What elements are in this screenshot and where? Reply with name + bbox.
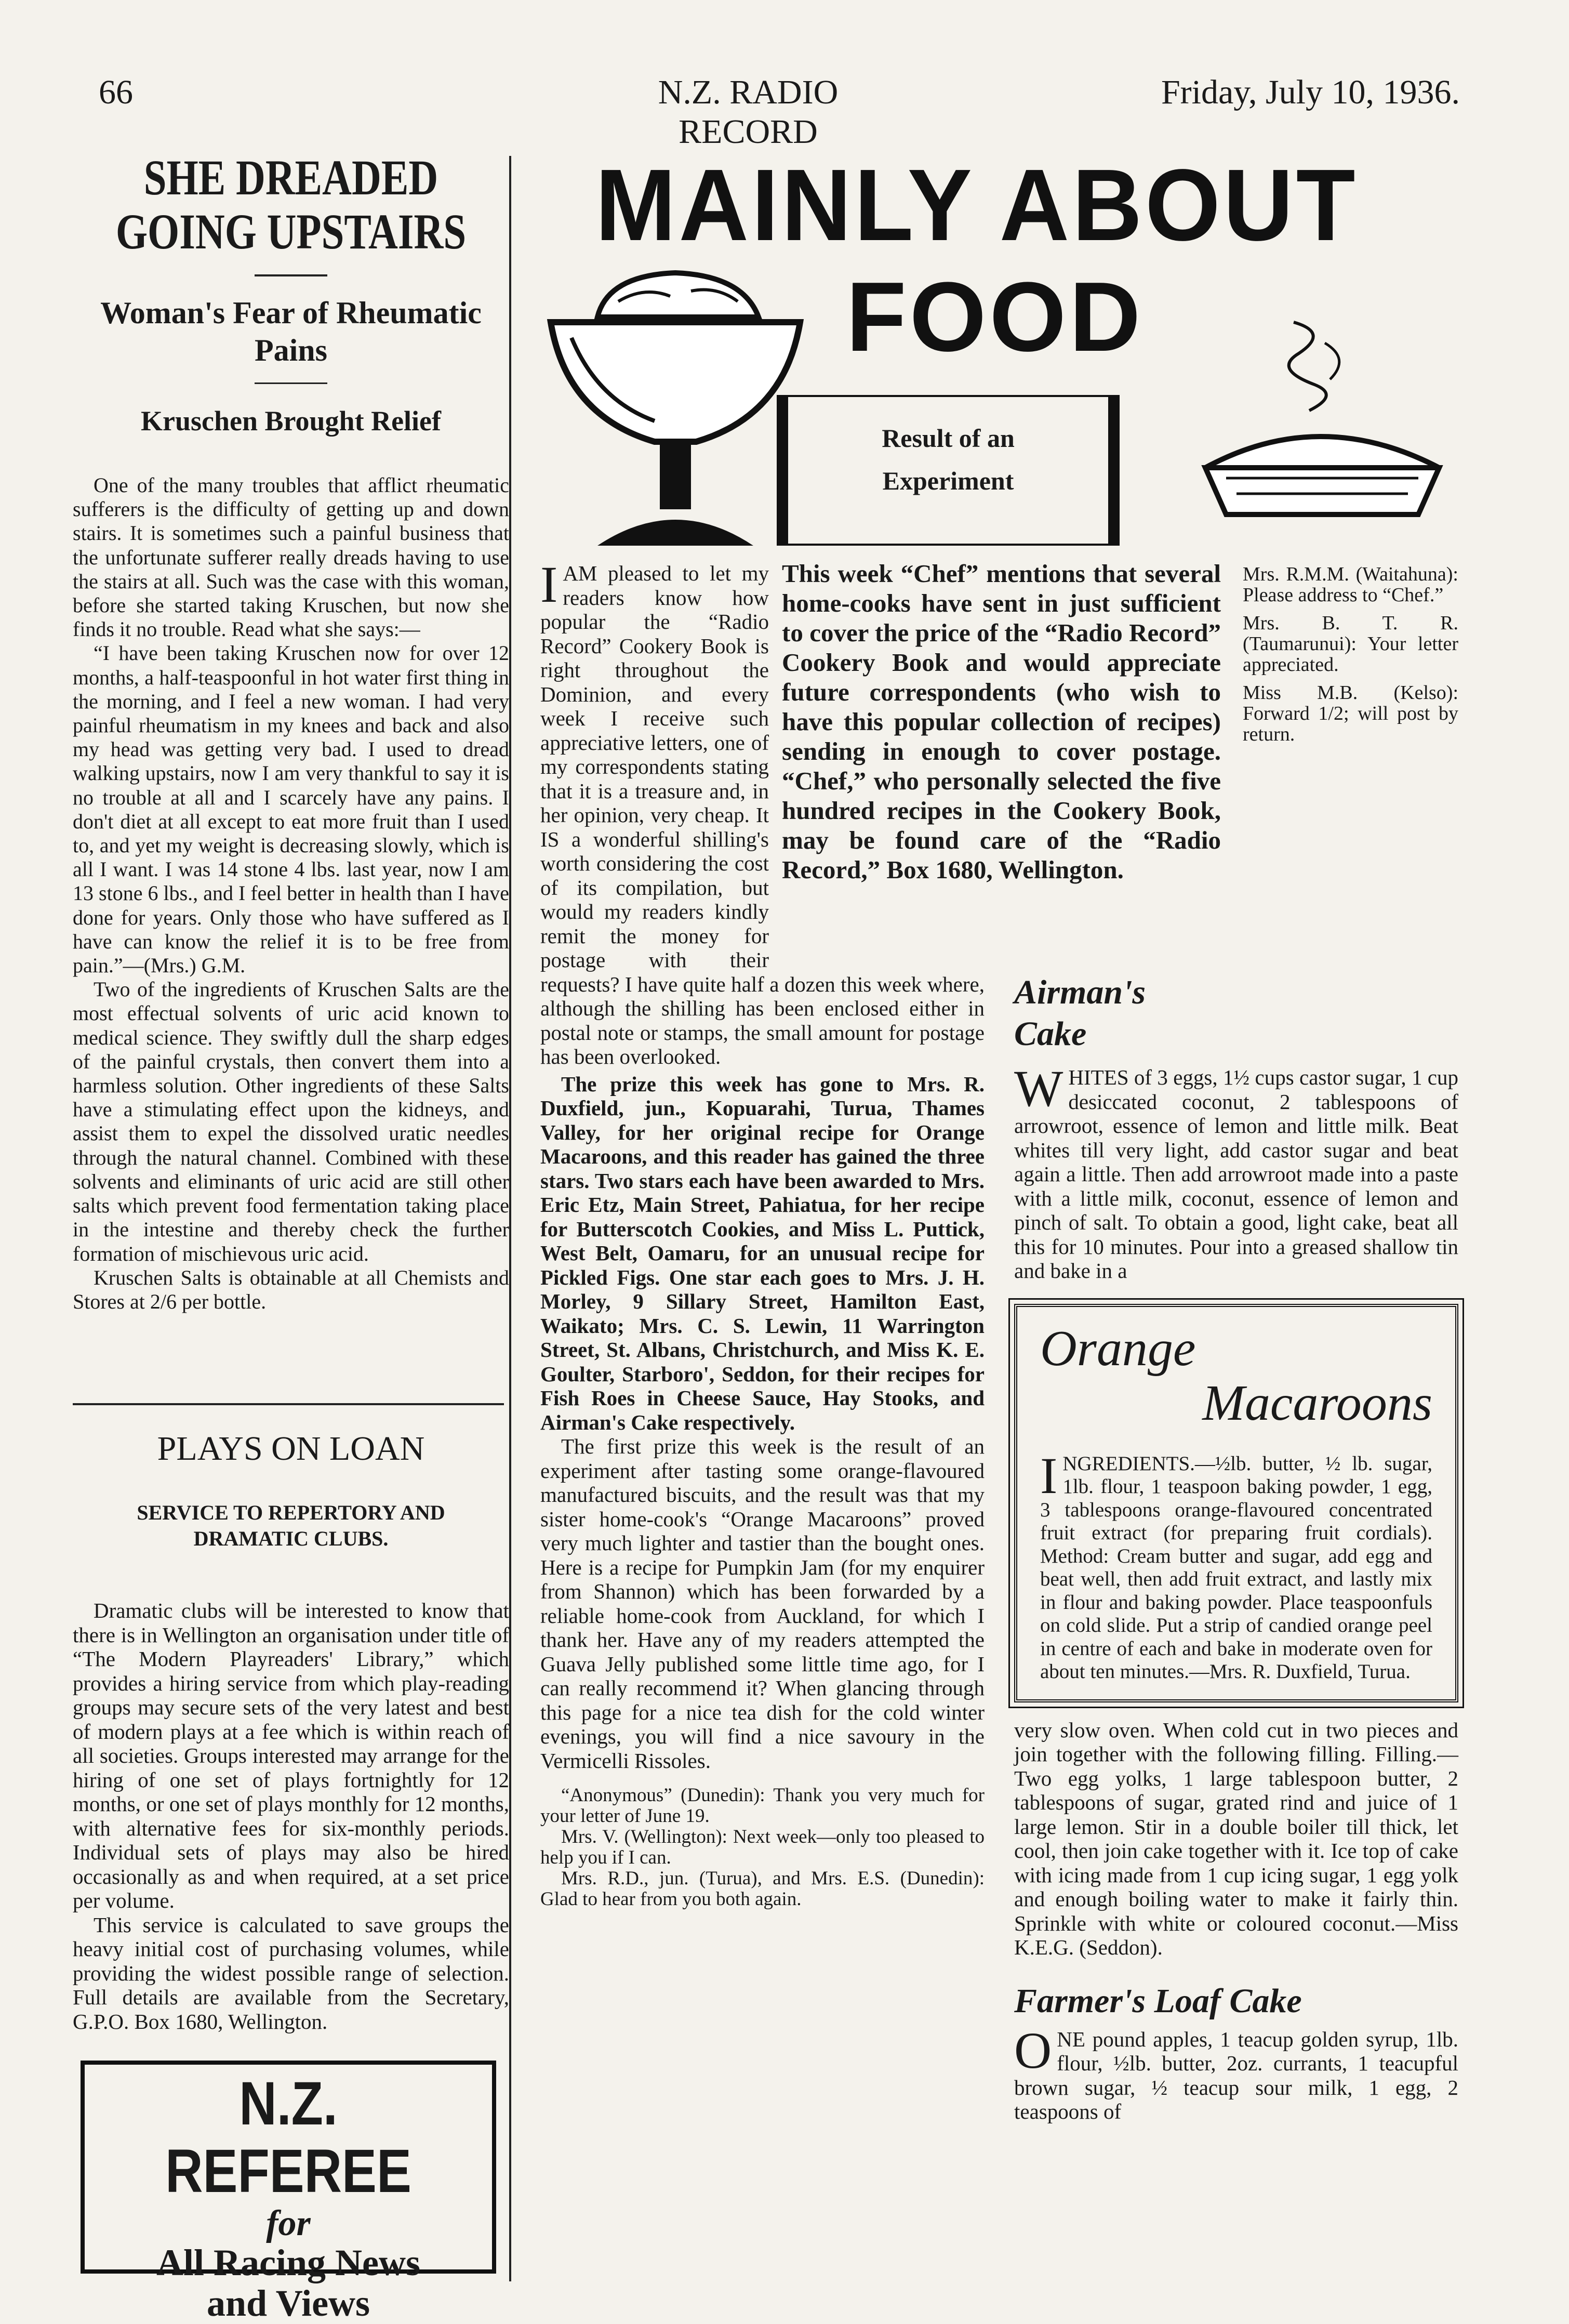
recipe-title: Macaroons [1202, 1375, 1432, 1431]
article-subhead: Woman's Fear of Rheumatic Pains [100, 296, 482, 367]
drop-cap: O [1014, 2021, 1052, 2079]
recipe-text: HITES of 3 eggs, 1½ cups castor sugar, 1 cup desiccated coconut, 2 tablespoons of arrowroot, essence of lemon and little milk. Beat whites till very light, add castor sugar and beat again a little. Then add arrowroot made into a paste with a little milk, coconut, essence of lemon and pinch of salt. To obtain a good, light cake, beat all this for 10 minutes. Pour into a greased shallow tin and bake in a [1014, 1065, 1458, 1283]
ad-title: N.Z. REFEREE [165, 2069, 411, 2206]
plays-article [73, 1429, 509, 2034]
reader-answer: Mrs. R.D., jun. (Turua), and Mrs. E.S. (Dunedin): Glad to hear from you both again. [540, 1868, 985, 1910]
referee-advertisement [81, 2061, 496, 2324]
drop-cap: I [1040, 1446, 1058, 1504]
recipe-text: NE pound apples, 1 teacup golden syrup, 1lb. flour, ½lb. butter, 2oz. currants, 1 teacupful brown sugar, ½ teacup sour milk, 1 egg, 2 teaspoons of [1014, 2027, 1458, 2123]
recipe-text: NGREDIENTS.—½lb. butter, ½ lb. sugar, 1lb. flour, 1 teaspoon baking powder, 1 egg, 3 tablespoons orange-flavoured concentrated fruit extract (for preparing fruit cordials). Method: Cream butter and sugar, add egg and beat well, then add fruit extract, and lastly mix in flour and baking powder. Place teaspoonfuls on cold slide. Put a strip of candied orange peel in centre of each and bake in moderate oven for about ten minutes.—Mrs. R. Duxfield, Turua. [1040, 1452, 1432, 1683]
paragraph: One of the many troubles that afflict rheumatic sufferers is the difficulty of getting up and down stairs. It is sometimes such a painful business that the unfortunate sufferer really dreads having to use the stairs at all. Such was the case with this woman, before she started taking Kruschen, but now she finds it no trouble. Read what she says:— [73, 473, 509, 641]
paragraph: This service is calculated to save groups the heavy initial cost of purchasing volumes, while providing the widest possible range of selection. Full details are available from the Secretary, G.P.O. Box 1680, Wellington. [73, 1912, 509, 2034]
paragraph: AM pleased to let my readers know how popular the “Radio Record” Cookery Book is right throughout the Dominion, and every week I receive such appreciative letters, one of my correspondents stating that it is a treasure and, in her opinion, very cheap. It IS a wonderful shilling's worth considering the cost of its compilation, but would my readers kindly remit the money for postage with their requests? I have quite half a dozen this week where, although the shilling has been enclosed either in postal note or stamps, the small amount for postage has been overlooked. [540, 561, 985, 1068]
paragraph: Dramatic clubs will be interested to know that there is in Wellington an organisation under title of “The Modern Playreaders' Library,” which provides a hiring service from which play-reading groups may secure sets of the very latest and best of modern plays at a fee which is within reach of all societies. Groups interested may arrange for the hiring of one set of plays fortnightly for 12 months, or one set of plays monthly for 12 months, with alternative fees for six-monthly periods. Individual sets of plays may also be hired occasionally as and when required, at a set price per volume. [73, 1599, 509, 1912]
reader-note: Miss M.B. (Kelso): Forward 1/2; will post by return. [1243, 682, 1458, 745]
publication-title: N.Z. RADIO RECORD [658, 73, 839, 151]
reader-note: Mrs. R.M.M. (Waitahuna): Please address to “Chef.” [1243, 563, 1458, 606]
divider [73, 1403, 504, 1405]
recipe-title: Orange [1040, 1320, 1196, 1377]
result-box [777, 395, 1120, 546]
ad-line: All Racing News [156, 2242, 420, 2283]
reader-answer: Mrs. V. (Wellington): Next week—only too pleased to help you if I can. [540, 1826, 985, 1868]
paragraph: The first prize this week is the result of an experiment after tasting some orange-flavoured manufactured biscuits, and the result was that my sister home-cook's “Orange Macaroons” proved very much lighter and tastier than the bought ones. Here is a recipe for Pumpkin Jam (for my enquirer from Shannon) which has been forwarded by a reliable home-cook from Auckland, for which I thank her. Have any of my readers attempted the Guava Jelly published some little time ago, for I can really recommend it? When glancing through this page for a nice tea dish for the cold winter evenings, you will find a nice savoury in the Vermicelli Rissoles. [540, 1434, 985, 1773]
reader-note: Mrs. B. T. R. (Taumarunui): Your letter appreciated. [1243, 612, 1458, 676]
chef-notice: This week “Chef” mentions that several home-cooks have sent in just sufficient to cover the price of the “Radio Record” Cookery Book and would appreciate future correspondents (who wish to have this popular collection of recipes) sending in enough to cover postage. “Chef,” who personally selected the five hundred recipes in the Cookery Book, may be found care of the “Radio Record,” Box 1680, Wellington. [782, 559, 1221, 884]
article-headline: PLAYS ON LOAN [157, 1430, 425, 1468]
article-kicker: Kruschen Brought Relief [141, 405, 441, 437]
recipe-title: Airman's Cake [1014, 973, 1146, 1053]
recipe-title: Farmer's Loaf Cake [1014, 1982, 1302, 2020]
divider [255, 382, 327, 384]
paragraph: Kruschen Salts is obtainable at all Chemists and Stores at 2/6 per bottle. [73, 1265, 509, 1313]
drop-cap: W [1014, 1060, 1063, 1117]
chef-column [540, 556, 985, 1910]
orange-macaroons-box [1014, 1304, 1458, 1702]
sundae-glass-icon [540, 244, 810, 566]
recipe-text: very slow oven. When cold cut in two pieces and join together with the following filling. Filling.—Two egg yolks, 1 large tablespoon butter, 2 tablespoons of sugar, grated rind and juice of 1 large lemon. Stir in a double boiler till thick, let cool, then join cake together with it. Ice top of cake with icing made from 1 cup icing sugar, 1 egg yolk and enough boiling water to make it fairly thin. Sprinkle with white or coloured coconut.—Miss K.E.G. (Seddon). [1014, 1718, 1458, 1959]
issue-date: Friday, July 10, 1936. [1161, 73, 1460, 111]
paragraph: “I have been taking Kruschen now for over 12 months, a half-teaspoonful in hot water first thing in the morning, and I feel a new woman. I had very painful rheumatism in my knees and back and also my head was getting very bad. I used to dread walking upstairs, now I am very thankful to say it is no trouble at all and I scarcely have any pains. I don't diet at all except to eat more fruit than I used to, and yet my weight is decreasing slowly, which is all I want. I was 14 stone 4 lbs. last year, now I am 13 stone 6 lbs., and I feel better in health than I have done for years. Only those who have suffered as I have can know the relief it is to be free from pain.”—(Mrs.) G.M. [73, 641, 509, 978]
drop-cap: I [540, 556, 558, 613]
section-banner-line2: FOOD [846, 262, 1144, 372]
ad-line: and Views [206, 2282, 370, 2324]
article-subhead: SERVICE TO REPERTORY AND DRAMATIC CLUBS. [137, 1501, 445, 1550]
box-title: Result of an [882, 424, 1015, 453]
page-number: 66 [99, 73, 133, 111]
kruschen-article [73, 151, 509, 1314]
paragraph: Two of the ingredients of Kruschen Salts are the most effectual solvents of uric acid known to medical science. They swiftly dull the sharp edges of the painful crystals, then convert them into a harmless solution. Other ingredients of these Salts have a stimulating effect upon the kidneys, and assist them to expel the dissolved uratic needles through the natural channel. Combined with these solvents and eliminants of uric acid are still other salts which prevent food fermentation taking place in the intestine and thereby check the further formation of mischievous uric acid. [73, 978, 509, 1265]
steaming-pie-icon [1195, 312, 1450, 530]
recipes-column [1014, 564, 1458, 2124]
divider [255, 274, 327, 276]
prize-paragraph: The prize this week has gone to Mrs. R. Duxfield, jun., Kopuarahi, Turua, Thames Valley, for her original recipe for Orange Macaroons, and this reader has gained the three stars. Two stars each have been awarded to Mrs. Eric Etz, Main Street, Pahiatua, for her recipe for Butterscotch Cookies, and Miss L. Puttick, West Belt, Oamaru, for an unusual recipe for Pickled Figs. One star each goes to Mrs. J. H. Morley, 9 Sillary Street, Hamilton East, Waikato; Mrs. C. S. Lewin, 11 Warrington Street, St. Albans, Christchurch, and Miss K. E. Goulter, Starboro', Seddon, for their recipes for Fish Roes in Cheese Sauce, Hay Stooks, and Airman's Cake respectively. [540, 1072, 985, 1434]
section-banner-line1: MAINLY ABOUT [595, 148, 1359, 262]
column-rule [509, 156, 511, 2281]
ad-for: for [266, 2203, 311, 2243]
box-title: Experiment [882, 466, 1014, 495]
reader-answer: “Anonymous” (Dunedin): Thank you very much for your letter of June 19. [540, 1785, 985, 1827]
article-headline: SHE DREADED GOING UPSTAIRS [115, 150, 467, 259]
